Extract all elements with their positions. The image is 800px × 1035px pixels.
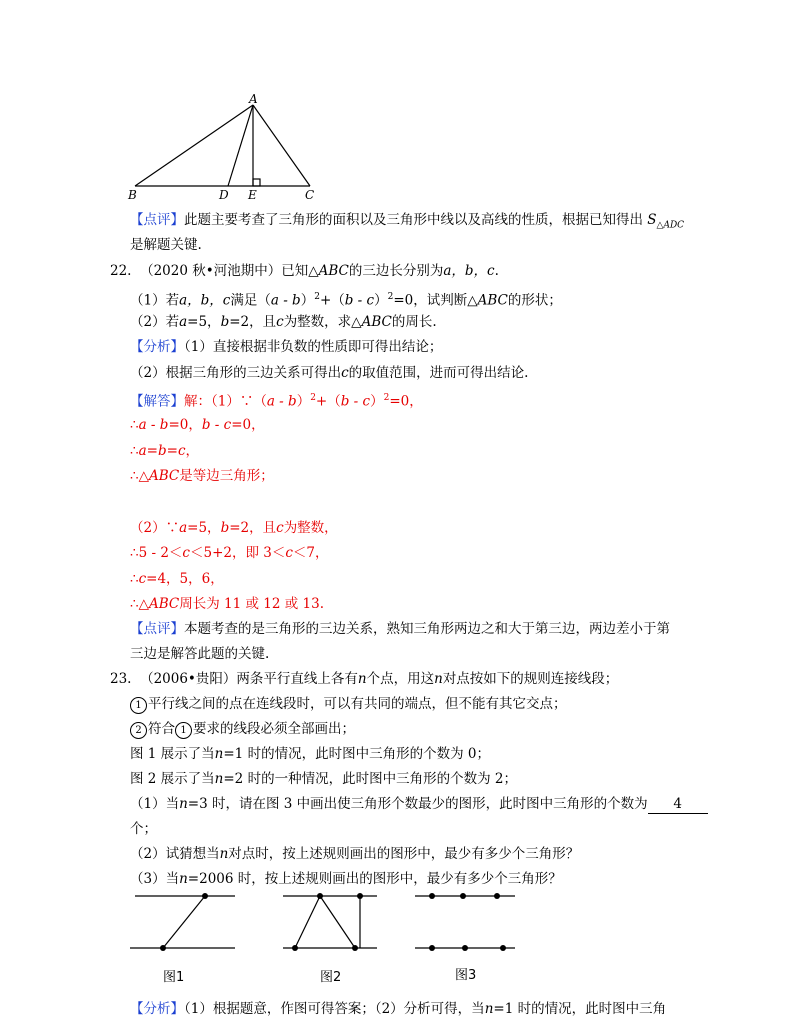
text: a - b bbox=[138, 417, 169, 433]
label-A: A bbox=[249, 92, 258, 106]
answer-tag: 【解答】 bbox=[130, 393, 184, 410]
text: c bbox=[285, 545, 293, 561]
q23-fig1-desc bbox=[130, 745, 490, 763]
q22-stem bbox=[110, 262, 499, 280]
text: c bbox=[276, 520, 284, 536]
text: b bbox=[220, 520, 230, 536]
fig2-point bbox=[292, 945, 298, 951]
text: =5， bbox=[187, 314, 221, 330]
q23-part2 bbox=[130, 845, 579, 863]
text: 的形状； bbox=[507, 292, 562, 309]
fig2-seg-b bbox=[320, 896, 355, 948]
q23-part1 bbox=[130, 795, 708, 814]
text: 是等边三角形； bbox=[179, 468, 274, 484]
text: （1）根据题意，作图可得答案；（2）分析可得，当 bbox=[184, 1001, 485, 1017]
text: = bbox=[166, 443, 178, 459]
review-21-line2: 是解题关键. bbox=[130, 237, 202, 253]
text: ∴5 - 2＜ bbox=[130, 545, 183, 561]
text: ABC bbox=[148, 596, 180, 612]
review-text: 此题主要考查了三角形的面积以及三角形中线以及高线的性质，根据已知得出 bbox=[184, 212, 643, 228]
review-tag: 【点评】 bbox=[130, 212, 184, 228]
text: 个点，用这 bbox=[366, 671, 435, 687]
text: c bbox=[177, 443, 186, 459]
text: ＜7， bbox=[292, 545, 329, 561]
text: 要求的线段必须全部画出； bbox=[193, 721, 355, 737]
q23-rule1 bbox=[130, 695, 567, 714]
text: 2 bbox=[314, 292, 320, 302]
text: 图 1 展示了当 bbox=[130, 746, 215, 762]
text: n bbox=[484, 1001, 494, 1017]
text: ） bbox=[370, 393, 384, 410]
q22-part2 bbox=[130, 313, 437, 331]
rule-ref-circle: 1 bbox=[175, 722, 192, 739]
text: 平行线之间的点在连线段时，可以有共同的端点，但不能有其它交点； bbox=[148, 696, 567, 712]
text: =1 时的情况，此时图中三角形的个数为 0； bbox=[223, 746, 490, 762]
text: 的取值范围，进而可得出结论. bbox=[348, 365, 529, 381]
label-D: D bbox=[219, 188, 229, 202]
text: ABC bbox=[148, 468, 180, 484]
text: =0，试判断△ bbox=[393, 292, 478, 309]
fig3-point bbox=[462, 945, 468, 951]
text: b bbox=[157, 443, 167, 459]
text: a，b，c bbox=[443, 263, 495, 279]
text: =1 时的情况，此时图中三角 bbox=[493, 1001, 667, 1017]
area-symbol: S bbox=[647, 212, 657, 228]
rule-number-circle: 1 bbox=[130, 697, 147, 714]
text: 两条平行直线上各有 bbox=[236, 671, 358, 687]
text: ABC bbox=[477, 292, 508, 309]
q22-answer-line6 bbox=[130, 544, 329, 562]
fig1-point-top bbox=[202, 893, 208, 899]
text: c bbox=[276, 314, 284, 330]
text: 为整数， bbox=[283, 520, 338, 536]
text: 的三边长分别为 bbox=[348, 263, 444, 279]
q22-source: （2020 秋•河池期中） bbox=[140, 263, 282, 279]
q23-part1-cont: 个； bbox=[130, 821, 157, 837]
q22-number: 22. bbox=[110, 263, 132, 279]
text: c bbox=[341, 365, 349, 381]
q22-answer-line8 bbox=[130, 595, 324, 613]
text: ） bbox=[374, 292, 388, 309]
q22-analysis bbox=[130, 338, 442, 356]
figures-parallel-lines bbox=[125, 890, 525, 965]
review-21 bbox=[130, 211, 684, 235]
q22-answer-line4 bbox=[130, 467, 274, 485]
side-ab bbox=[135, 105, 253, 186]
label-C: C bbox=[305, 188, 315, 202]
analysis-tag: 【分析】 bbox=[130, 339, 184, 355]
side-ac bbox=[253, 105, 310, 186]
text: n bbox=[179, 796, 188, 812]
text: 图 2 展示了当 bbox=[130, 771, 215, 787]
text: =2006 时，按上述规则画出的图形中，最少有多少个三角形？ bbox=[187, 871, 562, 887]
fig2-point bbox=[357, 893, 363, 899]
fig3-point bbox=[460, 893, 466, 899]
text: 对点按如下的规则连接线段； bbox=[442, 671, 619, 687]
text: （2）∵ bbox=[130, 520, 180, 536]
text: =2 时的一种情况，此时图中三角形的个数为 2； bbox=[223, 771, 517, 787]
text: n bbox=[179, 871, 188, 887]
text: a bbox=[138, 443, 147, 459]
text: =0， bbox=[168, 417, 202, 433]
fig1-point-bottom bbox=[160, 945, 166, 951]
review-tag: 【点评】 bbox=[130, 621, 184, 637]
q22-answer-line1 bbox=[130, 389, 423, 411]
right-angle-mark bbox=[253, 179, 260, 186]
rule-number-circle: 2 bbox=[130, 722, 147, 739]
text: =5， bbox=[187, 520, 221, 536]
q23-fig2-desc bbox=[130, 770, 517, 788]
text: ∴△ bbox=[130, 468, 149, 484]
text: c bbox=[182, 545, 190, 561]
text: （1）若 bbox=[130, 292, 180, 309]
text: . bbox=[494, 263, 499, 279]
q23-rule2 bbox=[130, 720, 355, 739]
text: 周长为 11 或 12 或 13. bbox=[179, 596, 325, 612]
q22-answer-line7 bbox=[130, 570, 224, 588]
text: =2，且 bbox=[229, 314, 277, 330]
text: n bbox=[219, 846, 229, 862]
text: b - c bbox=[344, 292, 375, 309]
fig3-point bbox=[429, 893, 435, 899]
text: 对点时，按上述规则画出的图形中，最少有多少个三角形？ bbox=[228, 846, 580, 862]
text: a bbox=[179, 520, 188, 536]
text: （2）根据三角形的三边关系可得出 bbox=[130, 365, 342, 381]
text: =3 时，请在图 3 中画出使三角形个数最少的图形，此时图中三角形的个数为 bbox=[187, 796, 648, 812]
text: c bbox=[138, 571, 147, 587]
q23-analysis bbox=[130, 1000, 666, 1018]
q22-review bbox=[130, 620, 670, 638]
q22-review-2: 三边是解答此题的关键. bbox=[130, 646, 270, 662]
q22-answer-line3 bbox=[130, 442, 199, 460]
text: （2）试猜想当 bbox=[130, 846, 220, 862]
fig2-point bbox=[352, 945, 358, 951]
text: 本题考查的是三角形的三边关系，熟知三角形两边之和大于第三边，两边差小于第 bbox=[184, 621, 670, 637]
fig3-point bbox=[429, 945, 435, 951]
text: （1）直接根据非负数的性质即可得出结论； bbox=[184, 339, 443, 355]
q22-answer-line5 bbox=[130, 519, 338, 537]
text: n bbox=[434, 671, 443, 687]
text: n bbox=[214, 746, 224, 762]
fig1-caption: 图1 bbox=[163, 970, 185, 985]
text: b - c bbox=[340, 393, 371, 410]
text: ABC bbox=[361, 314, 392, 330]
q23-part3 bbox=[130, 870, 562, 888]
text: 解：（1）∵（ bbox=[184, 393, 267, 410]
text: 满足（ bbox=[230, 292, 271, 309]
text: 符合 bbox=[148, 721, 175, 737]
text: +（ bbox=[319, 292, 345, 309]
fig3-point bbox=[500, 945, 506, 951]
fig2-point bbox=[317, 893, 323, 899]
text: a bbox=[179, 314, 188, 330]
text: 2 bbox=[310, 393, 316, 403]
text: a，b，c bbox=[179, 292, 231, 309]
q23-stem bbox=[110, 670, 618, 688]
text: ∴ bbox=[130, 417, 139, 433]
text: 2 bbox=[383, 393, 390, 403]
text: ＜5+2，即 3＜ bbox=[189, 545, 286, 561]
text: +（ bbox=[315, 393, 341, 410]
fig2-seg-a bbox=[295, 896, 320, 948]
fig2-caption: 图2 bbox=[320, 970, 342, 985]
text: ， bbox=[185, 443, 199, 459]
q22-part1 bbox=[130, 288, 562, 310]
text: ） bbox=[300, 292, 315, 309]
text: a - b bbox=[270, 292, 301, 309]
median-ad bbox=[228, 105, 253, 186]
q23-number: 23. bbox=[110, 671, 132, 687]
fig3-caption: 图3 bbox=[455, 968, 477, 983]
text: 的周长. bbox=[391, 314, 437, 330]
area-subscript: △ADC bbox=[656, 220, 685, 231]
text: 已知△ bbox=[281, 263, 319, 279]
label-B: B bbox=[128, 188, 137, 202]
fig1-segment bbox=[163, 896, 205, 948]
text: b - c bbox=[201, 417, 232, 433]
text: （2）若 bbox=[130, 314, 180, 330]
q22-answer-line2 bbox=[130, 416, 265, 434]
text: ） bbox=[296, 393, 311, 410]
label-E: E bbox=[248, 188, 257, 202]
text: ∴△ bbox=[130, 596, 149, 612]
text: n bbox=[357, 671, 367, 687]
text: （1）当 bbox=[130, 796, 180, 812]
text: =4，5，6， bbox=[146, 571, 224, 587]
text: ABC bbox=[318, 263, 349, 279]
triangle-figure bbox=[120, 88, 330, 203]
q22-analysis-2 bbox=[130, 364, 528, 382]
text: = bbox=[146, 443, 158, 459]
analysis-tag: 【分析】 bbox=[130, 1001, 184, 1017]
text: b bbox=[220, 314, 230, 330]
text: （3）当 bbox=[130, 871, 180, 887]
text: ∴ bbox=[130, 443, 139, 459]
text: 2 bbox=[387, 292, 394, 302]
fig3-point bbox=[494, 893, 500, 899]
text: =0， bbox=[389, 393, 423, 410]
text: =0， bbox=[231, 417, 265, 433]
text: a - b bbox=[266, 393, 297, 410]
text: 为整数，求△ bbox=[283, 314, 362, 330]
answer-blank: 4 bbox=[648, 795, 708, 814]
text: n bbox=[214, 771, 224, 787]
text: ∴ bbox=[130, 571, 139, 587]
text: =2，且 bbox=[229, 520, 277, 536]
q23-source: （2006•贵阳） bbox=[140, 671, 237, 687]
